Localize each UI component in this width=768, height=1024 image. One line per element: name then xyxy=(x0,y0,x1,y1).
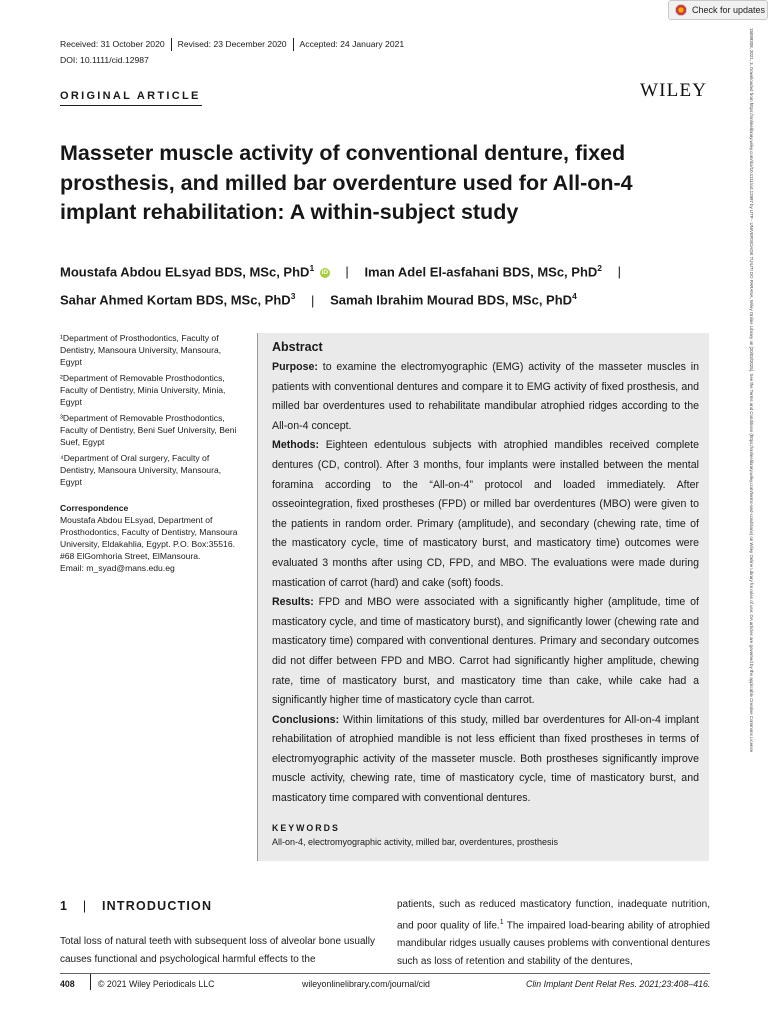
correspondence-email[interactable]: Email: m_syad@mans.edu.eg xyxy=(60,563,175,573)
orcid-icon[interactable]: iD xyxy=(321,268,329,276)
citation: Clin Implant Dent Relat Res. 2021;23:408–416. xyxy=(526,979,711,989)
footer-divider xyxy=(90,974,91,990)
paragraph-text: patients, such as reduced masticatory function, inadequate nutrition, and poor quality of life. xyxy=(397,899,710,932)
section-number: 1 xyxy=(60,899,69,913)
author-name[interactable]: Sahar Ahmed Kortam BDS, MSc, PhD xyxy=(60,292,291,308)
section-text: to examine the electromyographic (EMG) activity of the masseter muscles in patients with conventional dentures and compare it to EMG activity of fixed prosthesis, and milled bar overdentures used to rehabilitate mandibular atrophied ridges according to the All-on-4 concept. xyxy=(272,361,699,432)
author-name[interactable]: Iman Adel El-asfahani BDS, MSc, PhD xyxy=(364,264,598,280)
doi[interactable]: DOI: 10.1111/cid.12987 xyxy=(60,55,149,65)
section-separator: | xyxy=(82,899,88,913)
check-for-updates-button[interactable] xyxy=(668,0,768,20)
author-separator: | xyxy=(345,264,349,280)
journal-url[interactable]: wileyonlinelibrary.com/journal/cid xyxy=(302,979,430,989)
correspondence-text: Moustafa Abdou ELsyad, Department of Prosthodontics, Faculty of Dentistry, Mansoura University, Eldakahlia, Egypt. P.O. Box:35516. #68 ElGomhoria Street, ElMansoura. xyxy=(60,515,238,561)
author-separator: | xyxy=(311,292,315,308)
copyright: © 2021 Wiley Periodicals LLC xyxy=(98,979,215,989)
section-heading xyxy=(60,899,212,913)
dates-line xyxy=(60,38,404,51)
abstract-purpose xyxy=(272,358,699,436)
correspondence-heading: Correspondence xyxy=(60,503,129,513)
intro-right-text xyxy=(397,896,710,971)
author-separator: | xyxy=(617,264,622,280)
side-download-note xyxy=(743,28,757,1018)
publisher-logo: WILEY xyxy=(640,80,708,101)
accepted-date: Accepted: 24 January 2021 xyxy=(299,39,405,49)
author-affiliation-mark: 4 xyxy=(572,291,577,302)
abstract-conclusions xyxy=(272,711,699,809)
page-number: 408 xyxy=(60,979,75,989)
keywords-heading: KEYWORDS xyxy=(272,822,340,833)
author-name[interactable]: Moustafa Abdou ELsyad BDS, MSc, PhD xyxy=(60,264,310,280)
affiliation: ⁴Department of Oral surgery, Faculty of Dentistry, Mansoura University, Mansoura, Egypt xyxy=(60,453,222,487)
section-label: Results: xyxy=(272,596,314,609)
section-label: Methods: xyxy=(272,439,320,452)
section-label: Conclusions: xyxy=(272,713,340,726)
article-type-underline xyxy=(60,105,202,106)
section-text: Within limitations of this study, milled bar overdentures for All-on-4 implant rehabilitation of atrophied mandible is not less efficient than fixed prostheses in terms of electromyographic activity of the masseter muscle. Both prostheses significantly improve muscle activity, chewing rate, time of masticatory cycle, time of masticatory burst, and masticatory time compared with conventional dentures. xyxy=(272,713,699,805)
affiliation: ¹Department of Prosthodontics, Faculty of Dentistry, Mansoura University, Mansoura, Egypt xyxy=(60,333,222,367)
author-affiliation-mark: 2 xyxy=(597,263,603,273)
author-list xyxy=(60,256,720,313)
revised-date: Revised: 23 December 2020 xyxy=(177,39,287,49)
crossmark-icon xyxy=(675,4,687,16)
author-affiliation-mark: 1 xyxy=(309,263,315,273)
divider xyxy=(171,38,172,51)
author-affiliation-mark: 3 xyxy=(290,291,296,302)
affiliations-column xyxy=(60,332,240,574)
affiliation: ²Department of Removable Prosthodontics, Faculty of Dentistry, Minia University, Minia, Egypt xyxy=(60,373,226,407)
article-title: Masseter muscle activity of conventional denture, fixed prosthesis, and milled bar overdenture used for All-on-4 implant rehabilitation: A within-subject study xyxy=(60,141,633,224)
author-name[interactable]: Samah Ibrahim Mourad BDS, MSc, PhD xyxy=(330,292,573,308)
intro-left-text: Total loss of natural teeth with subsequent loss of alveolar bone usually causes functional and psychological harmful effects to the xyxy=(60,936,375,965)
section-title: INTRODUCTION xyxy=(101,899,213,913)
divider xyxy=(293,38,294,51)
abstract-body xyxy=(272,358,699,809)
abstract-heading: Abstract xyxy=(272,340,323,354)
side-note-text: 15088208, 2021, 3, Downloaded from https://onlinelibrary.wiley.com/doi/10.1111/cid.12987 by UTP - UNIVERSIDADE TUIUTI DO PARANA, Wiley Online Library on [20/03/2025]. See the Terms and Conditions (https://onlinelibrary.wiley.com/terms-and-conditions) on Wiley Online Library for rules of use; OA articles are governed by the applicable Creative Commons License xyxy=(749,28,754,753)
abstract-methods xyxy=(272,436,699,593)
keywords-list: All-on-4, electromyographic activity, milled bar, overdentures, prosthesis xyxy=(272,836,558,847)
footer-rule xyxy=(60,973,710,974)
paragraph-text: The impaired load-bearing ability of atrophied mandibular ridges usually causes problems with conventional dentures such as loss of retention and stability of the dentures, xyxy=(397,920,710,968)
citation-mark[interactable]: 1 xyxy=(499,919,504,926)
abstract-box xyxy=(257,333,709,861)
section-label: Purpose: xyxy=(272,361,318,373)
check-for-updates-label: Check for updates xyxy=(692,5,766,15)
section-text: FPD and MBO were associated with a significantly higher (amplitude, time of masticatory cycle, and time of masticatory burst), and significantly lower (chewing rate and masticatory time) compared with conventional dentures. Primary and secondary outcomes did not differ between FPD and MBO. Carrot had significantly higher amplitude, chewing rate, time of masticatory burst, and masticatory time than cake, while cake had a significantly higher time of masticatory cycle than carrot. xyxy=(272,596,699,707)
affiliation: ³Department of Removable Prosthodontics, Faculty of Dentistry, Beni Suef University, Beni Suef, Egypt xyxy=(60,413,237,447)
section-text: Eighteen edentulous subjects with atrophied mandibles received complete dentures (CD, control). After 3 months, four implants were installed between the mental foramina according to the “All-on-4” protocol and loaded immediately. After osseointegration, fixed prostheses (FPD) or milled bar overdentures (MBO) were given to the patients in random order. Primary (amplitude), and secondary (chewing rate, time of the masticatory cycle, time of masticatory burst, and masticatory time) outcomes were evaluated 3 months after using CD, FPD, and MBO. The evaluations were made during mastication of carrot (hard) and cake (soft) foods. xyxy=(272,439,699,589)
article-type: ORIGINAL ARTICLE xyxy=(60,90,201,102)
received-date: Received: 31 October 2020 xyxy=(60,39,165,49)
abstract-results xyxy=(272,593,699,711)
